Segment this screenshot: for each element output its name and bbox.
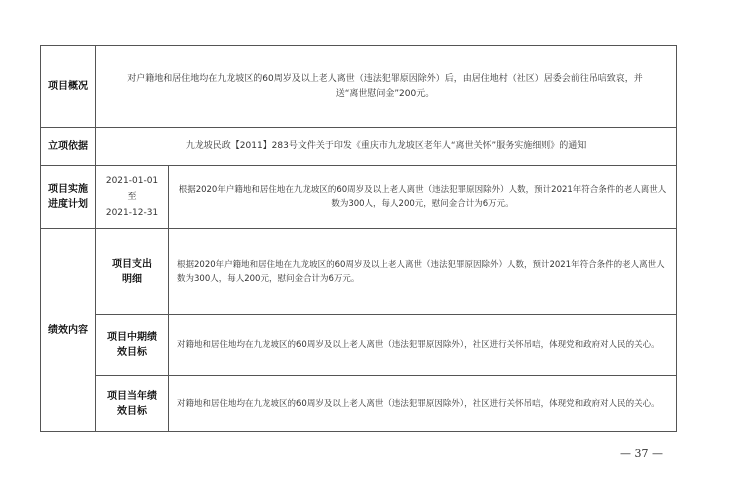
schedule-label (41, 166, 95, 228)
page-number: — 37 — (620, 447, 663, 460)
expense-label-line2: 明细 (122, 273, 142, 285)
table-border-right (676, 45, 677, 432)
midterm-goal-text: 对籍地和居住地均在九龙坡区的60周岁及以上老人离世（违法犯罪原因除外），社区进行关怀吊唁，体现党和政府对人民的关心。 (177, 340, 660, 350)
schedule-start-date: 2021-01-01 (105, 176, 159, 186)
expense-text: 根据2020年户籍地和居住地在九龙坡区的60周岁及以上老人离世（违法犯罪原因除外）人数，预计2021年符合条件的老人离世人数为300人，每人200元，慰问金合计为6万元。 (177, 259, 665, 284)
overview-label: 项目概况 (48, 81, 88, 92)
schedule-to: 至 (127, 192, 137, 202)
table-border-bottom (40, 431, 677, 432)
annual-goal-text: 对籍地和居住地均在九龙坡区的60周岁及以上老人离世（违法犯罪原因除外），社区进行关怀吊唁，体现党和政府对人民的关心。 (177, 398, 660, 409)
schedule-dates (96, 166, 168, 228)
basis-text: 九龙坡民政【2011】283号文件关于印发《重庆市九龙坡区老年人“离世关怀”服务实施细则》的通知 (185, 141, 587, 151)
expense-label (96, 229, 168, 314)
schedule-label-line2: 进度计划 (48, 199, 88, 210)
schedule-text: 根据2020年户籍地和居住地在九龙坡区的60周岁及以上老人离世（违法犯罪原因除外）人数，预计2021年符合条件的老人离世人数为300人，每人200元，慰问金合计为6万元。 (178, 185, 667, 209)
annual-goal-label (96, 376, 168, 431)
schedule-end-date: 2021-12-31 (105, 208, 159, 218)
expense-label-line1: 项目支出 (112, 258, 152, 270)
midterm-label-line1: 项目中期绩 (107, 332, 157, 343)
annual-label-line2: 效目标 (117, 405, 147, 417)
overview-text: 对户籍地和居住地均在九龙坡区的60周岁及以上老人离世（违法犯罪原因除外）后，由居住地村（社区）居委会前往吊唁致哀，并送“离世慰问金”200元。 (127, 73, 643, 99)
performance-label: 绩效内容 (48, 324, 88, 336)
midterm-goal-label (96, 315, 168, 375)
schedule-label-line1: 项目实施 (48, 184, 88, 195)
midterm-label-line2: 效目标 (117, 347, 147, 358)
annual-label-line1: 项目当年绩 (107, 390, 157, 402)
basis-label: 立项依据 (48, 141, 88, 152)
